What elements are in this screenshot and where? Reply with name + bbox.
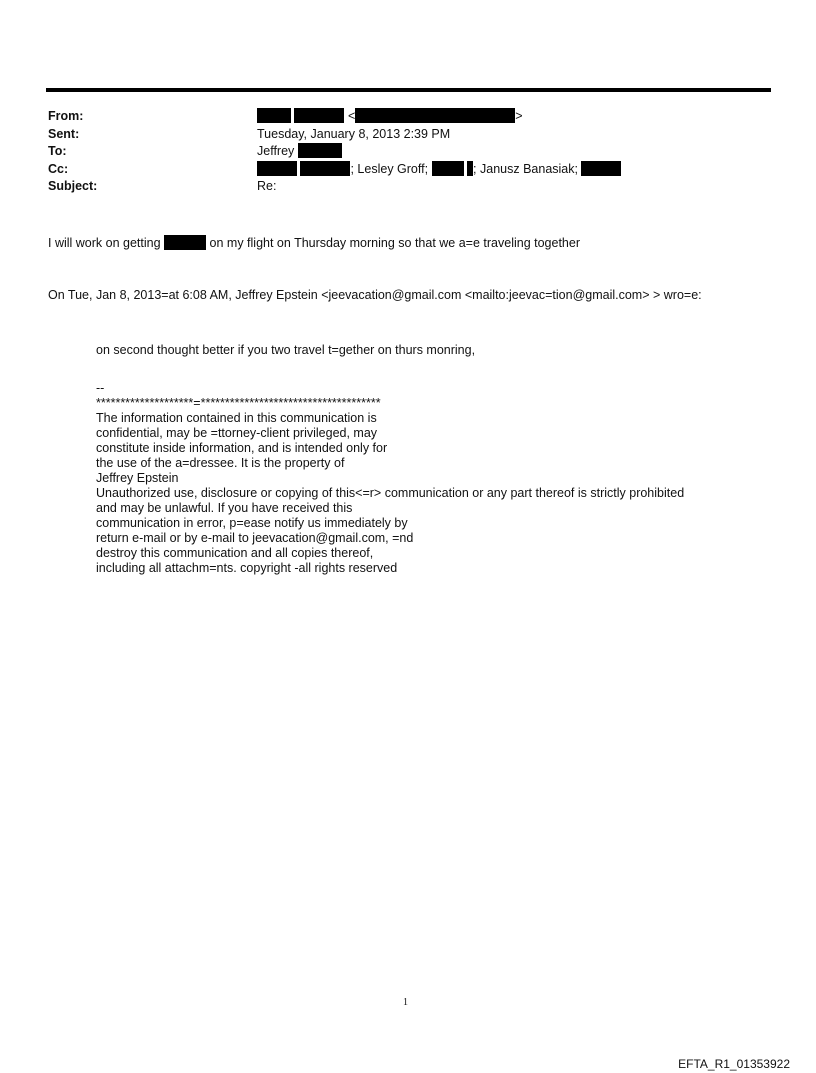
to-label: To: xyxy=(48,144,67,159)
body-line-1 xyxy=(48,235,580,250)
disclaimer-line: Unauthorized use, disclosure or copying of this<=r> communication or any part thereof is strictly prohibited xyxy=(96,486,685,500)
redaction-block xyxy=(257,108,291,123)
disclaimer-line: the use of the a=dressee. It is the property of xyxy=(96,456,345,470)
cc-value xyxy=(257,161,621,179)
redaction-block xyxy=(432,161,464,176)
disclaimer-line: and may be unlawful. If you have received this xyxy=(96,501,353,515)
sent-label: Sent: xyxy=(48,126,80,141)
disclaimer-line: Jeffrey Epstein xyxy=(96,471,179,485)
quote-intro: On Tue, Jan 8, 2013=at 6:08 AM, Jeffrey Epstein <jeevacation@gmail.com <mailto:jeevac=tion@gmail.com> > wro=e: xyxy=(48,288,702,302)
to-name: Jeffrey xyxy=(257,144,295,159)
disclaimer-line: return e-mail or by e-mail to jeevacation@gmail.com, =nd xyxy=(96,531,414,545)
cc-part2: ; Janusz Banasiak; xyxy=(473,161,578,176)
redaction-block xyxy=(294,108,344,123)
disclaimer-line: confidential, may be =ttorney-client privileged, may xyxy=(96,426,378,440)
disclaimer-line: including all attachm=nts. copyright -all rights reserved xyxy=(96,561,398,575)
body-line-1-end: on my flight on Thursday morning so that we a=e traveling together xyxy=(209,236,580,250)
disclaimer-line: destroy this communication and all copies thereof, xyxy=(96,546,374,560)
disclaimer-line: The information contained in this communication is xyxy=(96,411,377,425)
redaction-block xyxy=(164,235,206,250)
body-line-1-start: I will work on getting xyxy=(48,236,161,250)
signature-block xyxy=(96,381,684,576)
subject-value: Re: xyxy=(257,179,277,194)
redaction-block xyxy=(298,143,342,158)
from-label: From: xyxy=(48,109,84,123)
cc-part1: ; Lesley Groff; xyxy=(350,161,429,176)
to-value xyxy=(257,143,342,161)
document-id: EFTA_R1_01353922 xyxy=(678,1057,790,1071)
signature-stars: ********************=************************************* xyxy=(96,396,381,410)
signature-dash: -- xyxy=(96,381,105,395)
quoted-message: on second thought better if you two travel t=gether on thurs monring, xyxy=(96,343,476,357)
cc-label: Cc: xyxy=(48,161,69,176)
redaction-block xyxy=(355,108,515,123)
redaction-block xyxy=(257,161,297,176)
page-number: 1 xyxy=(403,997,408,1008)
header-divider xyxy=(46,88,771,92)
disclaimer-line: constitute inside information, and is intended only for xyxy=(96,441,388,455)
from-lt: < xyxy=(347,109,356,123)
redaction-block xyxy=(581,161,621,176)
disclaimer-line: communication in error, p=ease notify us immediately by xyxy=(96,516,408,530)
subject-label: Subject: xyxy=(48,179,98,194)
from-gt: > xyxy=(515,109,523,123)
redaction-block xyxy=(300,161,350,176)
from-value xyxy=(257,108,523,126)
sent-value: Tuesday, January 8, 2013 2:39 PM xyxy=(257,126,451,141)
